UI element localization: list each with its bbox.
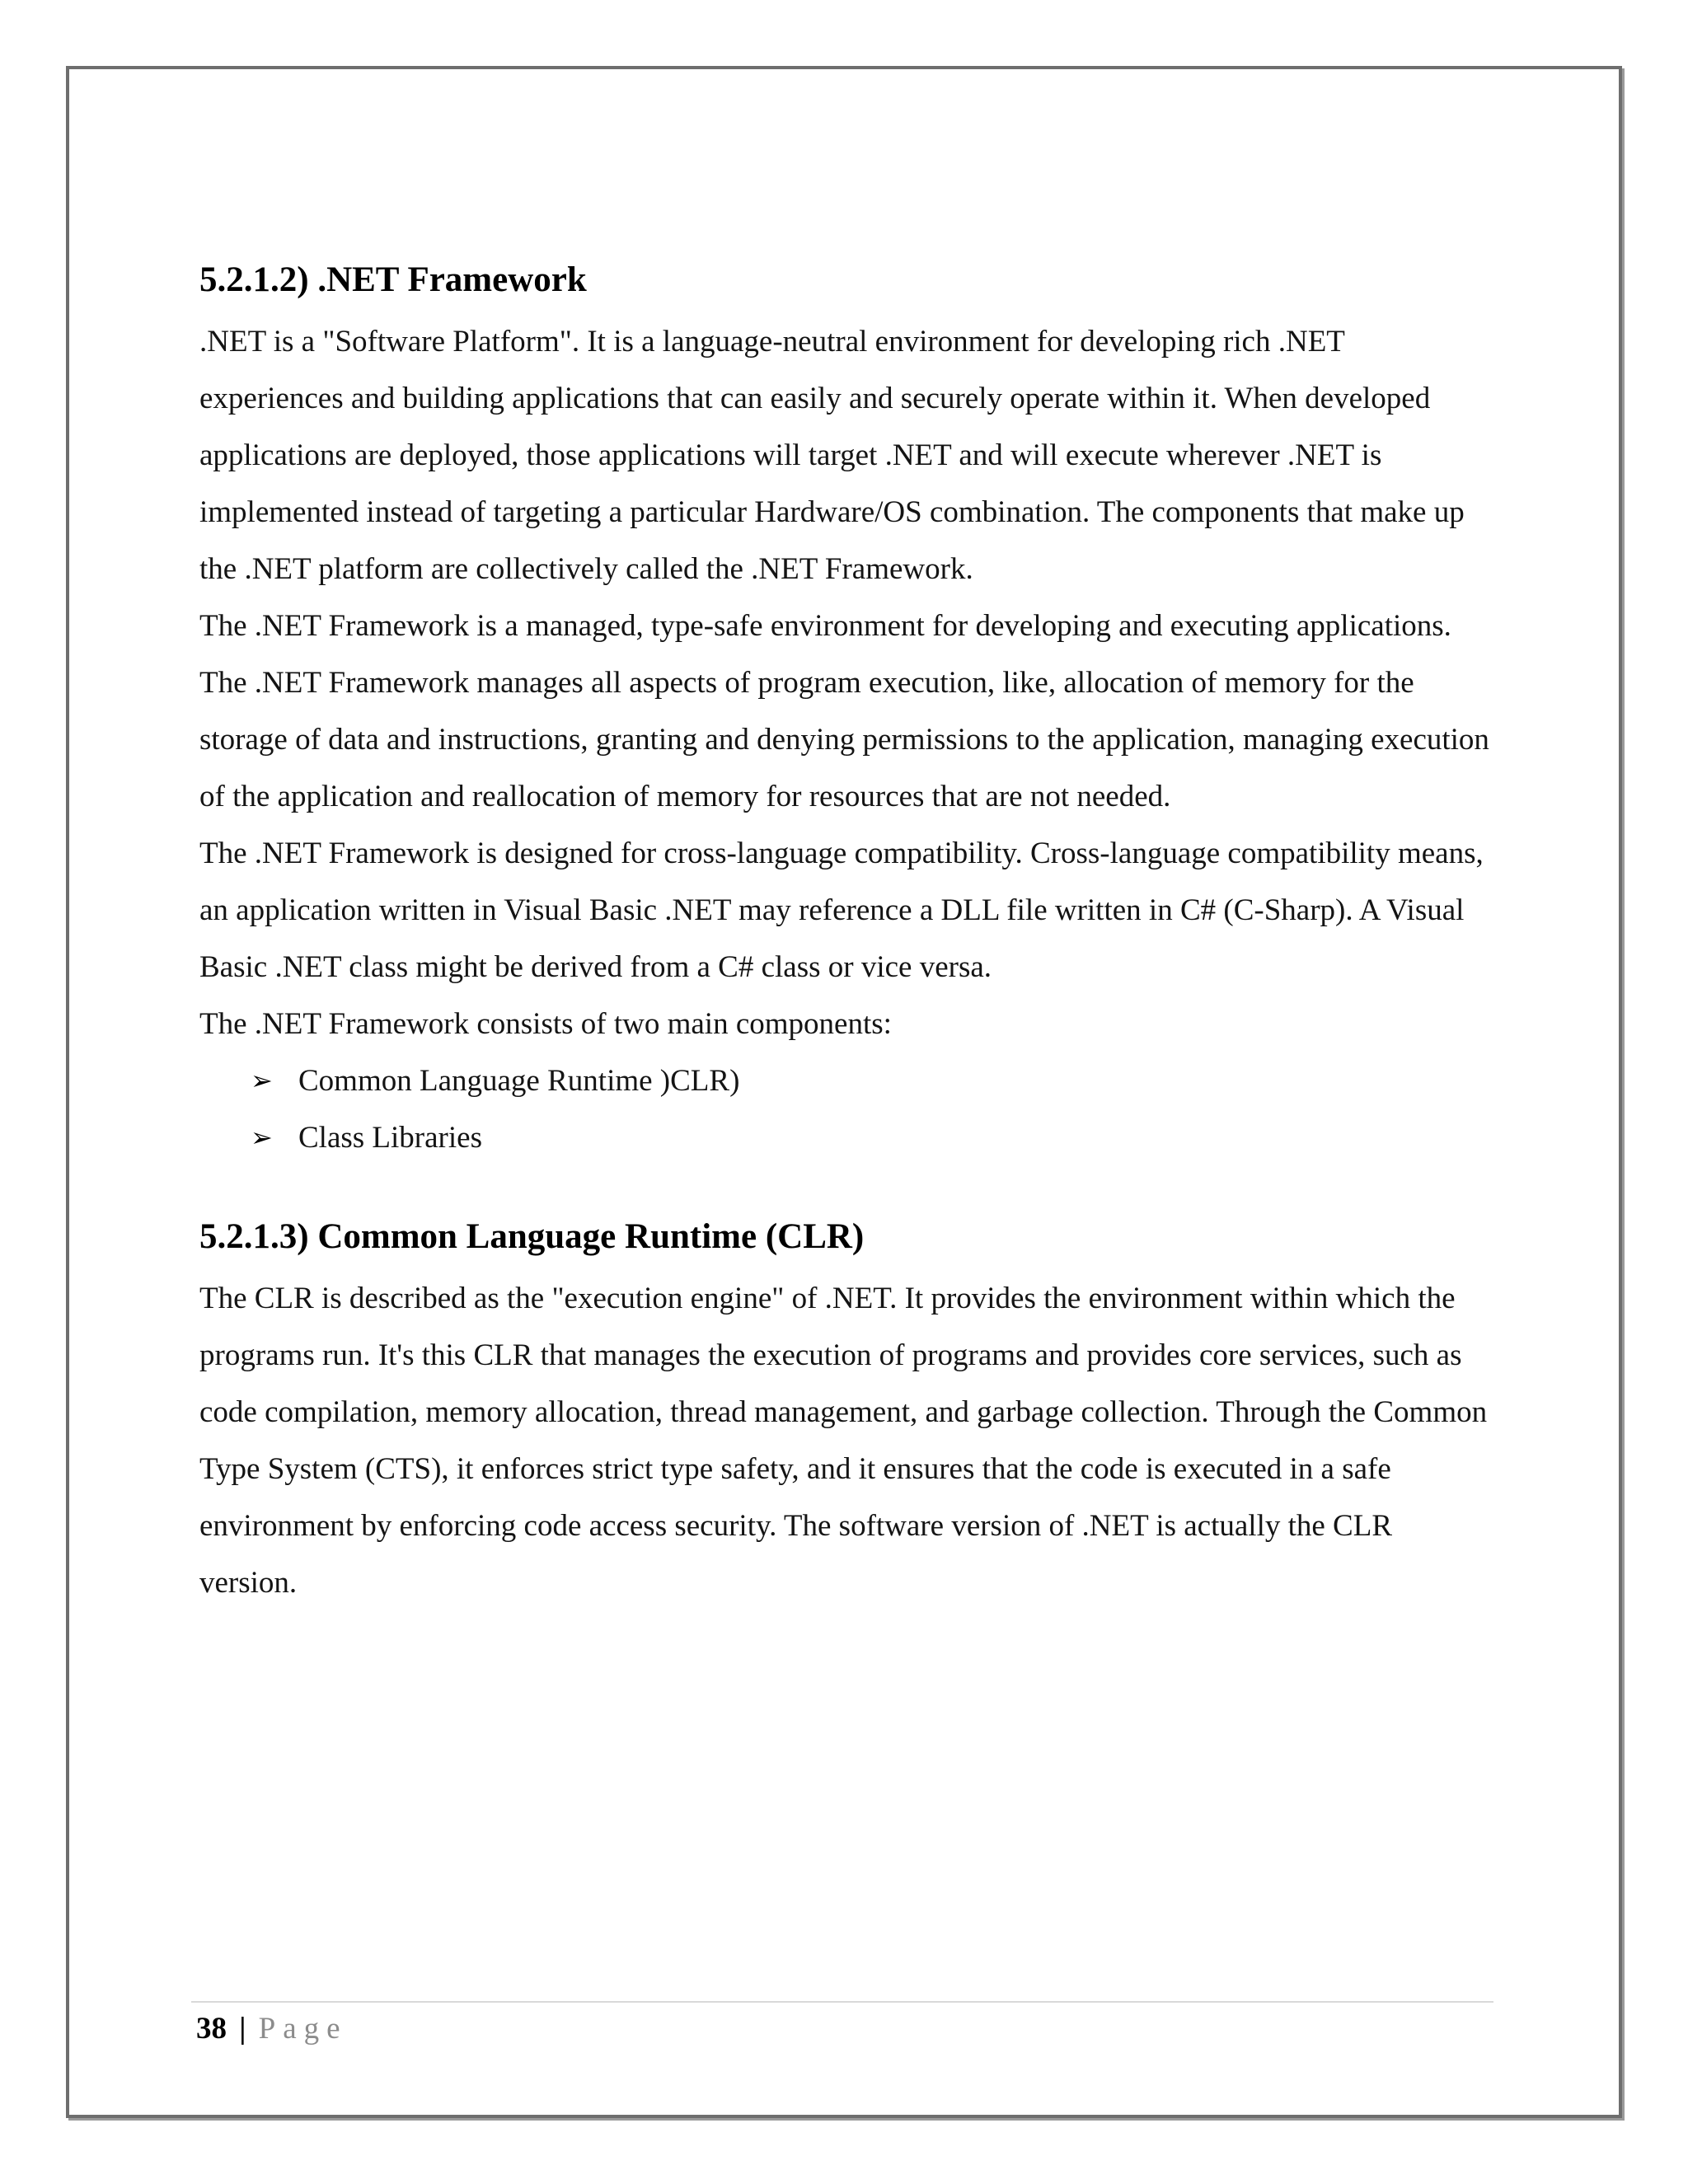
page-footer — [196, 2004, 348, 2054]
section-clr — [199, 1204, 1493, 1611]
arrow-bullet-icon: ➢ — [251, 1066, 273, 1095]
component-list — [199, 1052, 1493, 1166]
section-heading: 5.2.1.3) Common Language Runtime (CLR) — [199, 1217, 865, 1256]
list-item-text: Common Language Runtime )CLR) — [298, 1064, 740, 1098]
page-number: 38 — [196, 2012, 227, 2046]
page-label: Page — [258, 2012, 348, 2046]
arrow-bullet-icon: ➢ — [251, 1122, 273, 1152]
list-item — [251, 1052, 1493, 1109]
list-item — [251, 1109, 1493, 1166]
section-spacer — [199, 1166, 1493, 1204]
document-body — [199, 247, 1493, 1611]
list-item-text: Class Libraries — [298, 1121, 482, 1155]
paragraph: The .NET Framework is a managed, type-safe environment for developing and executing applications. The .NET Framework manages all aspects of program execution, like, allocation of memory for the storage of data and instructions, granting and denying permissions to the application, managing execution of the application and reallocation of memory for resources that are not needed. — [199, 609, 1489, 813]
paragraph: The .NET Framework is designed for cross-language compatibility. Cross-language compatibility means, an application written in Visual Basic .NET may reference a DLL file written in C# (C-Sharp). A Visual Basic .NET class might be derived from a C# class or vice versa. — [199, 837, 1484, 984]
paragraph: The CLR is described as the "execution engine" of .NET. It provides the environment within which the programs run. It's this CLR that manages the execution of programs and provides core services, such as code compilation, memory allocation, thread management, and garbage collection. Through the Common Type System (CTS), it enforces strict type safety, and it ensures that the code is executed in a safe environment by enforcing code access security. The software version of .NET is actually the CLR version. — [199, 1282, 1488, 1600]
footer-separator: | — [239, 2012, 246, 2046]
paragraph: The .NET Framework consists of two main components: — [199, 1007, 892, 1041]
section-net-framework — [199, 247, 1493, 1166]
paragraph: .NET is a "Software Platform". It is a language-neutral environment for developing rich .NET experiences and building applications that can easily and securely operate within it. When developed applications are deployed, those applications will target .NET and will execute wherever .NET is implemented instead of targeting a particular Hardware/OS combination. The components that make up the .NET platform are collectively called the .NET Framework. — [199, 325, 1465, 586]
footer-divider — [191, 2001, 1493, 2003]
section-heading: 5.2.1.2) .NET Framework — [199, 260, 587, 299]
